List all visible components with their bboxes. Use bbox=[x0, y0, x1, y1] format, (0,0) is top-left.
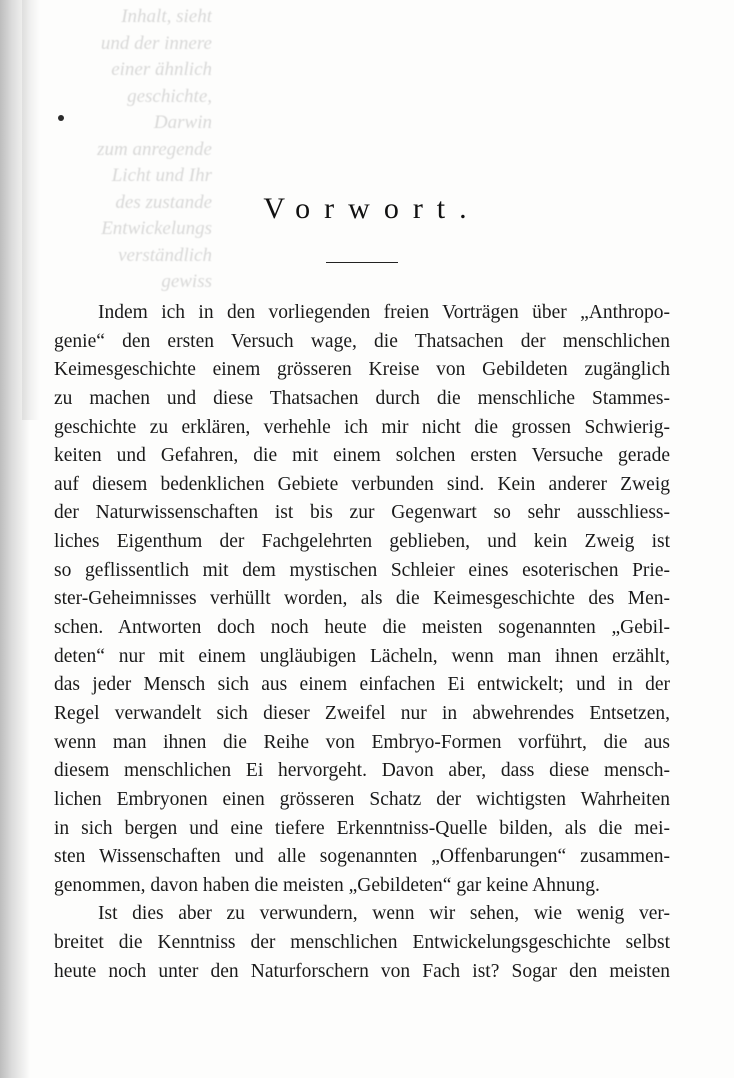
text-line: genommen, davon haben die meisten „Gebildeten“ gar keine Ahnung. bbox=[54, 874, 600, 896]
text-line: ster-Geheimnisses verhüllt worden, als die Keimesgeschichte des Men- bbox=[54, 588, 670, 610]
body-text bbox=[54, 299, 670, 986]
text-line: auf diesem bedenklichen Gebiete verbunden sind. Kein anderer Zweig bbox=[54, 473, 670, 495]
text-line: Indem ich in den vorliegenden freien Vorträgen über „Anthropo- bbox=[98, 302, 670, 323]
text-line: genie“ den ersten Versuch wage, die Thatsachen der menschlichen bbox=[54, 330, 670, 352]
text-line: heute noch unter den Naturforschern von Fach ist? Sogar den meisten bbox=[54, 960, 670, 982]
text-line: sten Wissenschaften und alle sogenannten „Offenbarungen“ zusammen- bbox=[54, 846, 670, 868]
text-line: Regel verwandelt sich dieser Zweifel nur in abwehrendes Entsetzen, bbox=[54, 702, 670, 724]
text-line: schen. Antworten doch noch heute die meisten sogenannten „Gebil- bbox=[54, 617, 670, 639]
text-line: keiten und Gefahren, die mit einem solchen ersten Versuche gerade bbox=[54, 445, 670, 467]
text-line: wenn man ihnen die Reihe von Embryo-Formen vorführt, die aus bbox=[54, 731, 670, 753]
text-line: Keimesgeschichte einem grösseren Kreise von Gebildeten zugänglich bbox=[54, 359, 670, 381]
title-rule bbox=[326, 262, 398, 263]
page-title: Vorwort. bbox=[263, 192, 481, 225]
bleed-through-text: Inhalt, sieht und der innere einer ähnlich geschichte, Darwin zum anregende Licht und Ihr des zustande Entwickelungs verständlich gewiss bbox=[97, 6, 212, 292]
text-line: zu machen und diese Thatsachen durch die menschliche Stammes- bbox=[54, 387, 670, 409]
text-line: breitet die Kenntniss der menschlichen Entwickelungsgeschichte selbst bbox=[54, 932, 670, 954]
text-line: liches Eigenthum der Fachgelehrten geblieben, und kein Zweig ist bbox=[54, 531, 670, 553]
text-line: Ist dies aber zu verwundern, wenn wir sehen, wie wenig ver- bbox=[98, 903, 670, 925]
text-line: der Naturwissenschaften ist bis zur Gegenwart so sehr ausschliess- bbox=[54, 502, 670, 524]
text-line: das jeder Mensch sich aus einem einfachen Ei entwickelt; und in der bbox=[54, 674, 670, 696]
text-line: geschichte zu erklären, verhehle ich mir nicht die grossen Schwierig- bbox=[54, 416, 670, 438]
text-line: deten“ nur mit einem ungläubigen Lächeln, wenn man ihnen erzählt, bbox=[54, 645, 670, 667]
ink-speck bbox=[58, 115, 64, 121]
text-line: so geflissentlich mit dem mystischen Schleier eines esoterischen Prie- bbox=[54, 559, 670, 581]
text-line: diesem menschlichen Ei hervorgeht. Davon aber, dass diese mensch- bbox=[54, 760, 670, 782]
text-line: in sich bergen und eine tiefere Erkenntniss-Quelle bilden, als die mei- bbox=[54, 817, 670, 839]
text-line: lichen Embryonen einen grösseren Schatz der wichtigsten Wahrheiten bbox=[54, 788, 670, 810]
